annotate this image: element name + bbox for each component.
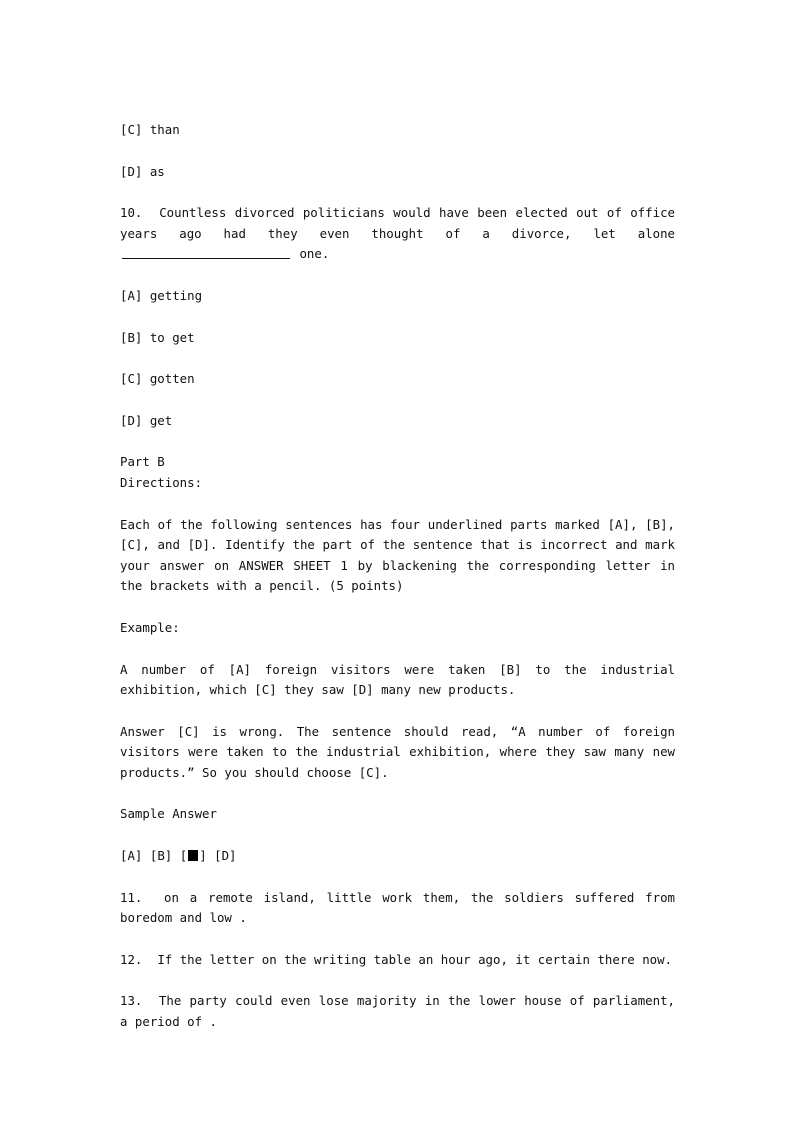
question-13	[120, 991, 675, 1032]
question-13-number: 13.	[120, 993, 143, 1009]
option-10b: [B] to get	[120, 329, 195, 345]
answer-explanation: Answer [C] is wrong. The sentence should read, “A number of foreign visitors were taken to the industrial exhibition, where they saw many new products.” So you should choose [C].	[120, 723, 675, 780]
filled-box-icon	[188, 850, 198, 861]
question-12	[120, 950, 675, 971]
question-11	[120, 888, 675, 929]
option-10d: [D] get	[120, 412, 173, 428]
question-10	[120, 203, 675, 265]
part-b-title: Part B	[120, 454, 165, 470]
example-label: Example:	[120, 619, 180, 635]
question-10-number: 10.	[120, 205, 143, 221]
option-10a: [A] getting	[120, 287, 203, 303]
example-sentence: A number of [A] foreign visitors were taken [B] to the industrial exhibition, which [C] they saw [D] many new products.	[120, 661, 675, 698]
document-page	[120, 120, 675, 1054]
question-12-text: If the letter on the writing table an hour ago, it certain there now.	[157, 951, 673, 967]
directions-text: Each of the following sentences has four underlined parts marked [A], [B], [C], and [D]. Identify the part of the sentence that is incorrect and mark your answer on ANSWER SHEET 1 by blackening the corresponding letter in the brackets with a pencil. (5 points)	[120, 516, 675, 594]
sample-answer-b: [B]	[149, 848, 173, 864]
option-9d: [D] as	[120, 163, 165, 179]
question-11-number: 11.	[120, 889, 143, 905]
sample-answer-d: [D]	[214, 848, 237, 864]
question-13-text: The party could even lose majority in the lower house of parliament, a period of .	[120, 993, 675, 1030]
question-12-number: 12.	[120, 951, 143, 967]
sample-answer-c: [ ]	[179, 848, 207, 864]
question-10-text-end: one.	[299, 246, 330, 262]
sample-answer-a: [A]	[120, 848, 143, 864]
option-10c: [C] gotten	[120, 371, 195, 387]
directions-label: Directions:	[120, 474, 203, 490]
option-9c: [C] than	[120, 122, 180, 137]
answer-blank	[122, 246, 290, 259]
question-11-text: on a remote island, little work them, the soldiers suffered from boredom and low .	[120, 889, 675, 926]
sample-answer	[120, 846, 675, 867]
sample-answer-label: Sample Answer	[120, 806, 217, 822]
question-10-text: Countless divorced politicians would have been elected out of office years ago had they even thought of a divorce, let alone	[120, 205, 675, 241]
